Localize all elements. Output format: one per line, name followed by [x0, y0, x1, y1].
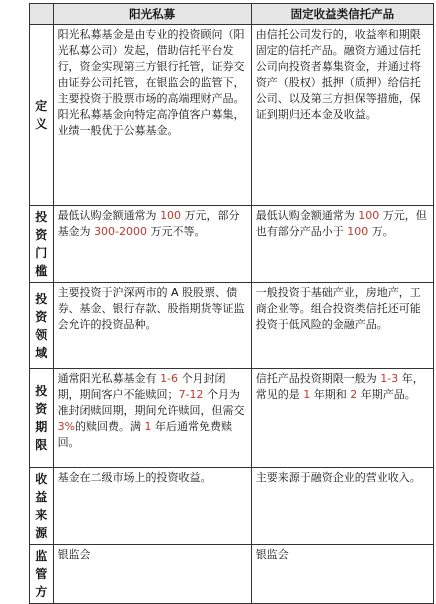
highlighted-number: 7-12 — [178, 388, 204, 401]
highlighted-number: 100 — [358, 209, 380, 222]
highlighted-number: 1 — [144, 420, 152, 433]
cell-text: 个月为准封闭赎回期，期间允许赎回，但需交 — [57, 388, 245, 417]
row-investment-field — [30, 283, 434, 369]
threshold-trust — [251, 206, 433, 283]
row-label-investment-field: 投 资 领 域 — [30, 283, 54, 369]
cell-text: 万。 — [368, 225, 394, 238]
definition-private-fund: 阳光私募基金是由专业的投资顾问（阳光私募公司）发起，借助信托平台发行，资金实现第三方银行托管，证券交由证券公司托管，在银监会的监管下，主要投资于股票市场的高端理财产品。阳光私募基金向特定高净值客户募集，业绩一般优于公募基金。 — [53, 25, 251, 206]
row-label-income-source: 收 益 来 源 — [30, 468, 54, 545]
cell-text: 通常阳光私募基金有 — [57, 372, 161, 385]
income-private-fund: 基金在二级市场上的投资收益。 — [53, 468, 251, 545]
income-trust: 主要来源于融资企业的营业收入。 — [251, 468, 433, 545]
term-private-fund — [53, 369, 251, 468]
header-corner — [30, 4, 54, 25]
cell-text: 个月封闭期，期间客户不能赎回； — [57, 372, 226, 401]
cell-text: 年，常见的是 — [255, 372, 424, 401]
cell-text: 万元不等。 — [147, 225, 206, 238]
row-label-term: 投 资 期 限 — [30, 369, 54, 468]
header-sunshine-private-fund: 阳光私募 — [53, 4, 251, 25]
cell-text: 年后通常免费赎回。 — [57, 420, 233, 449]
highlighted-number: 1-6 — [160, 372, 179, 385]
row-threshold — [30, 206, 434, 283]
cell-text: 万元，但也有部分产品小于 — [255, 209, 427, 238]
highlighted-number: 100 — [160, 209, 182, 222]
header-fixed-income-trust: 固定收益类信托产品 — [251, 4, 433, 25]
row-term — [30, 369, 434, 468]
cell-text: 年期和 — [310, 388, 351, 401]
regulator-private-fund: 银监会 — [53, 545, 251, 604]
row-label-threshold: 投 资 门 槛 — [30, 206, 54, 283]
cell-text: 信托产品投资期限一般为 — [255, 372, 381, 385]
threshold-private-fund — [53, 206, 251, 283]
row-label-definition: 定 义 — [30, 25, 54, 206]
row-regulator — [30, 545, 434, 604]
field-private-fund: 主要投资于沪深两市的 A 股股票、债券、基金、银行存款、股指期货等证监会允许的投资品种。 — [53, 283, 251, 369]
highlighted-number: 1-3 — [380, 372, 399, 385]
highlighted-number: 1 — [303, 388, 311, 401]
field-trust: 一般投资于基础产业，房地产，工商企业等。组合投资类信托还可能投资于低风险的金融产品。 — [251, 283, 433, 369]
cell-text: 的赎回费。满 — [75, 420, 145, 433]
definition-trust: 由信托公司发行的，收益率和期限固定的信托产品。融资方通过信托公司向投资者募集资金，并通过将资产（股权）抵押（质押）给信托公司、以及第三方担保等措施，保证到期归还本金及收益。 — [251, 25, 433, 206]
highlighted-number: 2 — [350, 388, 358, 401]
cell-text: 万元，部分基金为 — [57, 209, 240, 238]
header-row — [30, 4, 434, 25]
highlighted-number: 300-2000 — [94, 225, 148, 238]
cell-text: 年期产品。 — [357, 388, 416, 401]
regulator-trust: 银监会 — [251, 545, 433, 604]
highlighted-number: 3% — [57, 420, 76, 433]
cell-text: 最低认购金额通常为 — [57, 209, 161, 222]
row-definition — [30, 25, 434, 206]
term-trust — [251, 369, 433, 468]
comparison-table — [29, 3, 434, 604]
cell-text: 最低认购金额通常为 — [255, 209, 359, 222]
row-label-regulator: 监 管 方 — [30, 545, 54, 604]
row-income-source — [30, 468, 434, 545]
highlighted-number: 100 — [347, 225, 369, 238]
